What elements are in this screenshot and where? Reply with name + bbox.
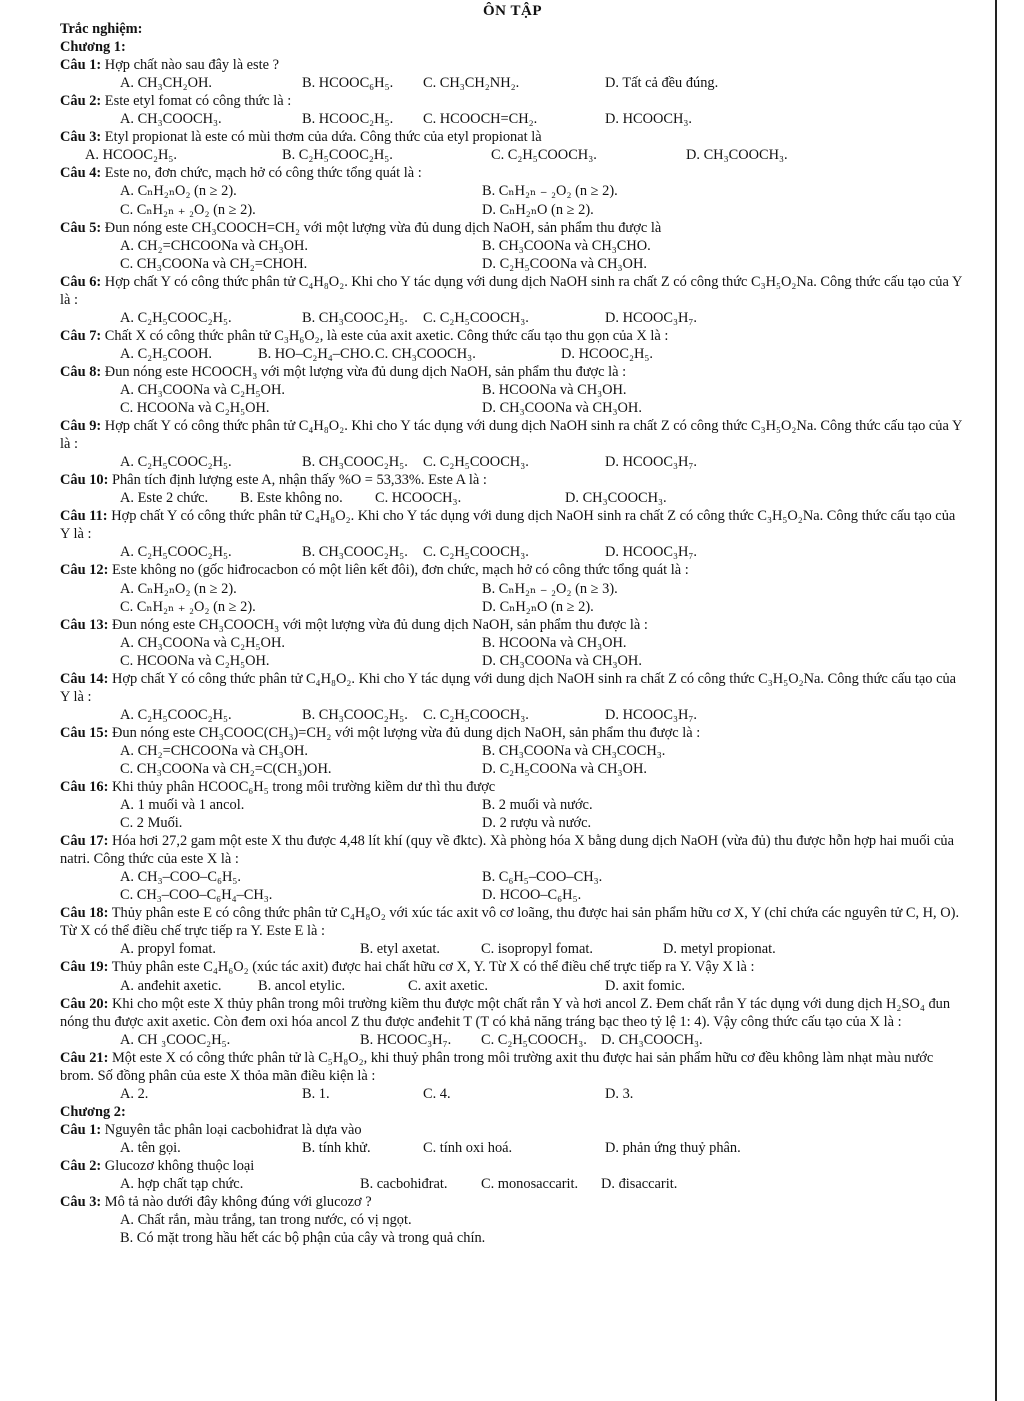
answer-option[interactable]: C. HCOONa và C₂H₅OH. — [120, 652, 270, 669]
answer-option[interactable]: D. CH₃COOCH₃. — [686, 147, 788, 164]
question — [60, 327, 965, 345]
answer-option[interactable]: C. CH₃–COO–C₆H₄–CH₃. — [120, 887, 273, 904]
answer-option[interactable]: A. CH ₃COOC₂H₅. — [120, 1031, 231, 1048]
answer-option[interactable]: B. CH₃COOC₂H₅. — [302, 544, 408, 561]
answer-option[interactable]: D. HCOOC₃H₇. — [605, 544, 697, 561]
question-text: Đun nóng este HCOOCH₃ với một lượng vừa đủ dung dịch NaOH, sản phẩm thu được là : — [104, 363, 627, 380]
answer-option[interactable]: C. C₂H₅COOCH₃. — [423, 544, 529, 561]
answer-option[interactable]: B. tính khử. — [302, 1139, 371, 1156]
question-label: Câu 7: — [60, 327, 102, 344]
answer-option[interactable]: B. cacbohiđrat. — [360, 1176, 448, 1193]
answer-options — [60, 1031, 965, 1049]
page-edge-border — [995, 0, 997, 1401]
answer-option[interactable]: A. C₂H₅COOC₂H₅. — [120, 706, 232, 723]
question-label: Câu 20: — [60, 995, 109, 1012]
answer-options — [60, 345, 965, 363]
question-label: Câu 17: — [60, 833, 109, 850]
answer-option[interactable]: D. metyl propionat. — [663, 941, 776, 958]
answer-option[interactable]: A. Chất rắn, màu trắng, tan trong nước, có vị ngọt. — [120, 1212, 412, 1229]
question-label: Câu 10: — [60, 472, 109, 489]
question-text: Este no, đơn chức, mạch hở có công thức tổng quát là : — [104, 165, 422, 182]
question-text: Este không no (gốc hiđrocacbon có một liên kết đôi), đơn chức, mạch hở có công thức tổng quát là : — [111, 562, 689, 579]
answer-option[interactable]: C. CH₃CH₂NH₂. — [423, 75, 520, 92]
answer-option[interactable]: D. 3. — [605, 1085, 634, 1102]
answer-option[interactable]: C. C₂H₅COOCH₃. — [423, 309, 529, 326]
question-text: Phân tích định lượng este A, nhận thấy %O = 53,33%. Este A là : — [111, 472, 487, 489]
question-text: Hợp chất Y có công thức phân tử C₄H₈O₂. Khi cho Y tác dụng với dung dịch NaOH sinh ra chất Z có công thức C₃H₅O₂Na. Công thức cấu tạo của Y là : — [60, 670, 957, 705]
answer-option[interactable]: B. C₆H₅–COO–CH₃. — [482, 869, 603, 886]
answer-option[interactable]: B. CₙH₂ₙ ₋ ₂O₂ (n ≥ 2). — [482, 183, 618, 200]
question-label: Câu 3: — [60, 129, 102, 146]
answer-option[interactable]: D. Tất cả đều đúng. — [605, 75, 719, 92]
question-text: Hợp chất Y có công thức phân tử C₄H₈O₂. Khi cho Y tác dụng với dung dịch NaOH sinh ra chất Z có công thức C₃H₅O₂Na. Công thức cấu tạo của Y là : — [60, 273, 962, 308]
question-label: Câu 6: — [60, 273, 102, 290]
answer-option[interactable]: A. CH₃COOCH₃. — [120, 111, 222, 128]
answer-option[interactable]: A. 2. — [120, 1085, 149, 1102]
question-text: Thủy phân este C₄H₆O₂ (xúc tác axit) được hai chất hữu cơ X, Y. Từ X có thể điều chế trực tiếp ra Y. Vậy X là : — [111, 959, 755, 976]
answer-option[interactable]: A. tên gọi. — [120, 1139, 181, 1156]
answer-option[interactable]: D. CₙH₂ₙO (n ≥ 2). — [482, 598, 594, 615]
answer-option[interactable]: D. CH₃COOCH₃. — [565, 490, 667, 507]
question-text: Hợp chất nào sau đây là este ? — [104, 57, 280, 74]
question-label: Câu 8: — [60, 363, 102, 380]
answer-option[interactable]: B. ancol etylic. — [258, 977, 346, 994]
question-label: Câu 12: — [60, 562, 109, 579]
answer-options — [60, 1139, 965, 1157]
question-label: Câu 9: — [60, 418, 102, 435]
answer-option[interactable]: B. HCOOC₃H₇. — [360, 1031, 452, 1048]
section-heading: Trắc nghiệm: — [60, 21, 143, 38]
question — [60, 724, 965, 742]
answer-options — [60, 634, 965, 670]
answer-option[interactable]: D. đisaccarit. — [601, 1176, 678, 1193]
answer-option[interactable]: D. HCOOCH₃. — [605, 111, 692, 128]
answer-option[interactable]: A. Este 2 chức. — [120, 490, 209, 507]
question-text: Khi thủy phân HCOOC₆H₅ trong môi trường kiềm dư thì thu được — [111, 779, 496, 796]
answer-option[interactable]: C. axit axetic. — [408, 977, 488, 994]
answer-option[interactable]: D. phản ứng thuỷ phân. — [605, 1139, 741, 1156]
answer-options — [60, 580, 965, 616]
answer-options — [60, 742, 965, 778]
chapter-heading: Chương 1: — [60, 39, 126, 56]
answer-options — [60, 110, 965, 128]
answer-option[interactable]: D. HCOOC₃H₇. — [605, 454, 697, 471]
answer-option[interactable]: D. HCOOC₂H₅. — [561, 345, 653, 362]
question-text: Đun nóng este CH₃COOCH₃ với một lượng vừa đủ dung dịch NaOH, sản phẩm thu được là : — [111, 616, 648, 633]
answer-option[interactable]: D. C₂H₅COONa và CH₃OH. — [482, 760, 647, 777]
question-label: Câu 19: — [60, 959, 109, 976]
question-text: Hóa hơi 27,2 gam một este X thu được 4,48 lít khí (quy về đktc). Xà phòng hóa X bằng dung dịch NaOH (vừa đủ) thu được hỗn hợp hai muối của natri. Công thức của este X là : — [60, 833, 954, 868]
answer-option[interactable]: A. C₂H₅COOC₂H₅. — [120, 454, 232, 471]
answer-option[interactable]: A. anđehit axetic. — [120, 977, 222, 994]
answer-option[interactable]: C. tính oxi hoá. — [423, 1139, 513, 1156]
answer-option[interactable]: B. HCOOC₆H₅. — [302, 75, 394, 92]
answer-option[interactable]: C. C₂H₅COOCH₃. — [491, 147, 597, 164]
answer-option[interactable]: A. C₂H₅COOC₂H₅. — [120, 544, 232, 561]
answer-option[interactable]: C. C₂H₅COOCH₃. — [481, 1031, 587, 1048]
question — [60, 219, 965, 237]
question-label: Câu 5: — [60, 219, 102, 236]
question — [60, 471, 965, 489]
answer-options — [60, 309, 965, 327]
answer-option[interactable]: B. HCOONa và CH₃OH. — [482, 381, 627, 398]
answer-option[interactable]: C. monosaccarit. — [481, 1176, 579, 1193]
question-label: Câu 11: — [60, 508, 108, 525]
question-label: Câu 16: — [60, 779, 109, 796]
answer-options — [60, 706, 965, 724]
question — [60, 417, 965, 453]
answer-option[interactable]: A. CₙH₂ₙO₂ (n ≥ 2). — [120, 183, 237, 200]
answer-option[interactable]: B. HO–C₂H₄–CHO. — [258, 345, 374, 362]
answer-option[interactable]: B. CH₃COONa và CH₃COCH₃. — [482, 742, 666, 759]
answer-option[interactable]: C. CₙH₂ₙ ₊ ₂O₂ (n ≥ 2). — [120, 201, 256, 218]
question-text: Một este X có công thức phân tử là C₅H₈O₂, khi thuỷ phân trong môi trường axit thu được hai sản phẩm hữu cơ đều không làm nhạt màu nước brom. Số đồng phân của este X thỏa mãn điều kiện là : — [60, 1049, 934, 1084]
question-label: Câu 13: — [60, 616, 109, 633]
answer-option[interactable]: A. HCOOC₂H₅. — [85, 147, 177, 164]
answer-option[interactable]: D. axit fomic. — [605, 977, 685, 994]
answer-option[interactable]: D. HCOOC₃H₇. — [605, 309, 697, 326]
question-text: Etyl propionat là este có mùi thơm của dứa. Công thức của etyl propionat là — [104, 129, 542, 146]
question-label: Câu 2: — [60, 93, 102, 110]
question-text: Mô tả nào dưới đây không đúng với glucozơ ? — [104, 1194, 372, 1211]
question — [60, 164, 965, 182]
answer-option[interactable]: D. HCOO–C₆H₅. — [482, 887, 582, 904]
question — [60, 616, 965, 634]
page-title: ÔN TẬP — [483, 3, 542, 19]
question-text: Đun nóng este CH₃COOC(CH₃)=CH₂ với một lượng vừa đủ dung dịch NaOH, sản phẩm thu được là : — [111, 724, 701, 741]
answer-option[interactable]: B. HCOOC₂H₅. — [302, 111, 394, 128]
answer-option[interactable]: C. isopropyl fomat. — [481, 941, 593, 958]
question-label: Câu 1: — [60, 57, 102, 74]
answer-options — [60, 1175, 965, 1193]
answer-option[interactable]: A. CH₃–COO–C₆H₅. — [120, 869, 241, 886]
answer-option[interactable]: A. propyl fomat. — [120, 941, 216, 958]
answer-options — [60, 146, 965, 164]
answer-options — [60, 543, 965, 561]
answer-option[interactable]: A. hợp chất tạp chức. — [120, 1176, 244, 1193]
answer-option[interactable]: D. C₂H₅COONa và CH₃OH. — [482, 255, 647, 272]
answer-option[interactable]: C. HCOOCH=CH₂. — [423, 111, 538, 128]
question-text: Hợp chất Y có công thức phân tử C₄H₈O₂. Khi cho Y tác dụng với dung dịch NaOH sinh ra chất Z có công thức C₃H₅O₂Na. Công thức cấu tạo của Y là : — [60, 508, 956, 543]
question-label: Câu 18: — [60, 905, 109, 922]
question — [60, 1157, 965, 1175]
question — [60, 1049, 965, 1085]
question-label: Câu 3: — [60, 1194, 102, 1211]
answer-options — [60, 1211, 965, 1247]
question — [60, 363, 965, 381]
answer-options — [60, 796, 965, 832]
answer-option[interactable]: B. 1. — [302, 1085, 330, 1102]
answer-option[interactable]: D. HCOOC₃H₇. — [605, 706, 697, 723]
chapter-heading: Chương 2: — [60, 1103, 126, 1120]
answer-option[interactable]: A. CH₃COONa và C₂H₅OH. — [120, 381, 285, 398]
answer-option[interactable]: C. CH₃COONa và CH₂=C(CH₃)OH. — [120, 760, 332, 777]
question — [60, 778, 965, 796]
answer-option[interactable]: B. CH₃COOC₂H₅. — [302, 309, 408, 326]
answer-option[interactable]: C. CH₃COONa và CH₂=CHOH. — [120, 255, 308, 272]
answer-option[interactable]: A. C₂H₅COOH. — [120, 345, 212, 362]
question-label: Câu 15: — [60, 724, 109, 741]
question-label: Câu 21: — [60, 1049, 109, 1066]
answer-option[interactable]: C. 2 Muối. — [120, 815, 183, 832]
answer-option[interactable]: B. CH₃COONa và CH₃CHO. — [482, 237, 651, 254]
question-label: Câu 14: — [60, 670, 109, 687]
question-text: Nguyên tắc phân loại cacbohiđrat là dựa vào — [104, 1121, 362, 1138]
answer-option[interactable]: A. CH₃COONa và C₂H₅OH. — [120, 634, 285, 651]
question — [60, 995, 965, 1031]
answer-options — [60, 1085, 965, 1103]
answer-option[interactable]: A. CH₂=CHCOONa và CH₃OH. — [120, 742, 309, 759]
answer-option[interactable]: A. 1 muối và 1 ancol. — [120, 797, 245, 814]
chapters-container — [60, 38, 965, 1247]
answer-option[interactable]: B. HCOONa và CH₃OH. — [482, 634, 627, 651]
answer-option[interactable]: C. C₂H₅COOCH₃. — [423, 454, 529, 471]
answer-options — [60, 868, 965, 904]
answer-option[interactable]: B. Este không no. — [240, 490, 343, 507]
answer-option[interactable]: B. etyl axetat. — [360, 941, 440, 958]
answer-option[interactable]: D. CH₃COONa và CH₃OH. — [482, 652, 642, 669]
answer-options — [60, 74, 965, 92]
question-label: Câu 1: — [60, 1121, 102, 1138]
question-text: Glucozơ không thuộc loại — [104, 1158, 255, 1174]
question — [60, 958, 965, 976]
answer-option[interactable]: B. Có mặt trong hầu hết các bộ phận của cây và trong quả chín. — [120, 1230, 486, 1247]
answer-option[interactable]: C. C₂H₅COOCH₃. — [423, 706, 529, 723]
answer-option[interactable]: C. HCOONa và C₂H₅OH. — [120, 400, 270, 417]
answer-options — [60, 940, 965, 958]
answer-option[interactable]: C. 4. — [423, 1085, 451, 1102]
question — [60, 1193, 965, 1211]
answer-options — [60, 489, 965, 507]
answer-option[interactable]: C. CH₃COOCH₃. — [375, 345, 476, 362]
answer-options — [60, 381, 965, 417]
question — [60, 670, 965, 706]
answer-option[interactable]: A. CH₂=CHCOONa và CH₃OH. — [120, 237, 309, 254]
answer-option[interactable]: B. CH₃COOC₂H₅. — [302, 706, 408, 723]
question-text: Chất X có công thức phân tử C₃H₆O₂, là este của axit axetic. Công thức cấu tạo thu gọn của X là : — [104, 327, 669, 344]
answer-option[interactable]: B. CH₃COOC₂H₅. — [302, 454, 408, 471]
answer-option[interactable]: A. CₙH₂ₙO₂ (n ≥ 2). — [120, 580, 237, 597]
question — [60, 561, 965, 579]
question — [60, 273, 965, 309]
question — [60, 832, 965, 868]
answer-options — [60, 453, 965, 471]
answer-option[interactable]: A. C₂H₅COOC₂H₅. — [120, 309, 232, 326]
answer-option[interactable]: D. CH₃COOCH₃. — [601, 1031, 703, 1048]
answer-option[interactable]: D. 2 rượu và nước. — [482, 815, 592, 832]
answer-option[interactable]: B. C₂H₅COOC₂H₅. — [282, 147, 393, 164]
answer-options — [60, 182, 965, 218]
question — [60, 92, 965, 110]
question-label: Câu 4: — [60, 165, 102, 182]
answer-option[interactable]: D. CH₃COONa và CH₃OH. — [482, 400, 642, 417]
question — [60, 507, 965, 543]
question-text: Khi cho một este X thủy phân trong môi trường kiềm thu được một chất rắn Y và hơi ancol Z. Đem chất rắn Y tác dụng với dung dịch H₂SO₄ đun nóng thu được axit axetic. Còn đem oxi hóa ancol Z thu được anđehit T (T có khả năng tráng bạc theo tỷ lệ 1: 4). Vậy công thức cấu tạo của X là : — [60, 995, 951, 1030]
question-text: Hợp chất Y có công thức phân tử C₄H₈O₂. Khi cho Y tác dụng với dung dịch NaOH sinh ra chất Z có công thức C₃H₅O₂Na. Công thức cấu tạo của Y là : — [60, 418, 962, 453]
answer-option[interactable]: C. CₙH₂ₙ ₊ ₂O₂ (n ≥ 2). — [120, 598, 256, 615]
answer-option[interactable]: C. HCOOCH₃. — [375, 490, 462, 507]
answer-option[interactable]: B. 2 muối và nước. — [482, 797, 593, 814]
question-text: Đun nóng este CH₃COOCH=CH₂ với một lượng vừa đủ dung dịch NaOH, sản phẩm thu được là — [104, 219, 662, 236]
question — [60, 1121, 965, 1139]
document-page — [60, 2, 965, 1247]
question — [60, 56, 965, 74]
answer-option[interactable]: A. CH₃CH₂OH. — [120, 75, 212, 92]
answer-option[interactable]: B. CₙH₂ₙ ₋ ₂O₂ (n ≥ 3). — [482, 580, 618, 597]
answer-options — [60, 977, 965, 995]
question-text: Thủy phân este E có công thức phân tử C₄H₈O₂ với xúc tác axit vô cơ loãng, thu được hai sản phẩm hữu cơ X, Y (chỉ chứa các nguyên tử C, H, O). Từ X có thể điều chế trực tiếp ra Y. Este E là : — [60, 905, 960, 940]
answer-option[interactable]: D. CₙH₂ₙO (n ≥ 2). — [482, 201, 594, 218]
question-label: Câu 2: — [60, 1158, 102, 1174]
answer-options — [60, 237, 965, 273]
question — [60, 128, 965, 146]
question — [60, 904, 965, 940]
question-text: Este etyl fomat có công thức là : — [104, 93, 292, 110]
